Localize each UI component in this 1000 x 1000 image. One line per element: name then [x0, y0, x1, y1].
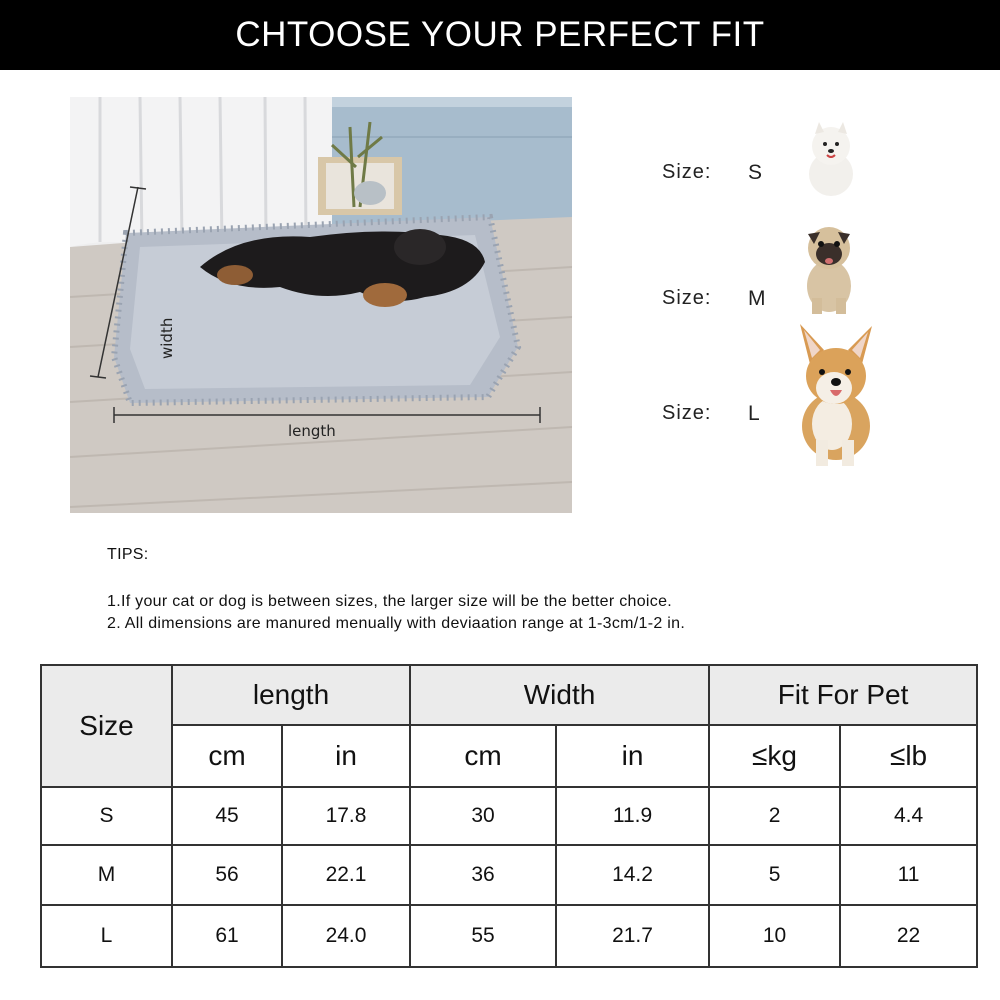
lb-cell: 11: [840, 845, 977, 905]
length-in-cell: 17.8: [282, 787, 410, 845]
tip-line-2: 2. All dimensions are manured menually with deviaation range at 1-3cm/1-2 in.: [107, 615, 686, 632]
size-key: Size:: [662, 161, 712, 183]
unit-width-cm: cm: [410, 725, 556, 787]
unit-kg: ≤kg: [709, 725, 840, 787]
unit-width-in: in: [556, 725, 709, 787]
width-in-cell: 11.9: [556, 787, 709, 845]
width-header: Width: [410, 665, 709, 725]
length-in-cell: 24.0: [282, 905, 410, 967]
size-chart-table: [40, 664, 978, 968]
unit-length-in: in: [282, 725, 410, 787]
size-key: Size:: [662, 287, 712, 309]
kg-cell: 2: [709, 787, 840, 845]
table-row: [41, 787, 977, 845]
row-size: M: [41, 845, 172, 905]
length-in-cell: 22.1: [282, 845, 410, 905]
length-cm-cell: 45: [172, 787, 282, 845]
length-header: length: [172, 665, 410, 725]
size-header: Size: [41, 665, 172, 787]
length-label: length: [288, 422, 336, 440]
size-option-l: [662, 402, 760, 426]
row-size: S: [41, 787, 172, 845]
small-dog-icon: [802, 120, 860, 198]
width-cm-cell: 30: [410, 787, 556, 845]
large-dog-icon: [790, 320, 882, 468]
unit-lb: ≤lb: [840, 725, 977, 787]
size-value: L: [748, 402, 760, 425]
pet-bed-illustration: [70, 97, 572, 513]
size-value: S: [748, 161, 763, 184]
medium-dog-icon: [798, 220, 860, 316]
size-option-s: [662, 161, 762, 185]
width-cm-cell: 55: [410, 905, 556, 967]
table-header-row: [41, 665, 977, 725]
size-value: M: [748, 287, 766, 310]
length-cm-cell: 56: [172, 845, 282, 905]
lb-cell: 22: [840, 905, 977, 967]
page-header: [0, 0, 1000, 70]
lb-cell: 4.4: [840, 787, 977, 845]
tip-line-1: 1.If your cat or dog is between sizes, the larger size will be the better choice.: [107, 593, 673, 610]
length-cm-cell: 61: [172, 905, 282, 967]
width-cm-cell: 36: [410, 845, 556, 905]
product-photo: [70, 97, 572, 513]
fit-for-pet-header: Fit For Pet: [709, 665, 977, 725]
kg-cell: 10: [709, 905, 840, 967]
size-key: Size:: [662, 402, 712, 424]
table-row: [41, 905, 977, 967]
row-size: L: [41, 905, 172, 967]
table-units-row: [41, 725, 977, 787]
header-title: CHTOOSE YOUR PERFECT FIT: [235, 15, 765, 54]
kg-cell: 5: [709, 845, 840, 905]
width-in-cell: 14.2: [556, 845, 709, 905]
width-label: width: [158, 317, 176, 359]
width-in-cell: 21.7: [556, 905, 709, 967]
unit-length-cm: cm: [172, 725, 282, 787]
table-row: [41, 845, 977, 905]
size-option-m: [662, 287, 766, 311]
tips-heading: TIPS:: [107, 546, 149, 563]
